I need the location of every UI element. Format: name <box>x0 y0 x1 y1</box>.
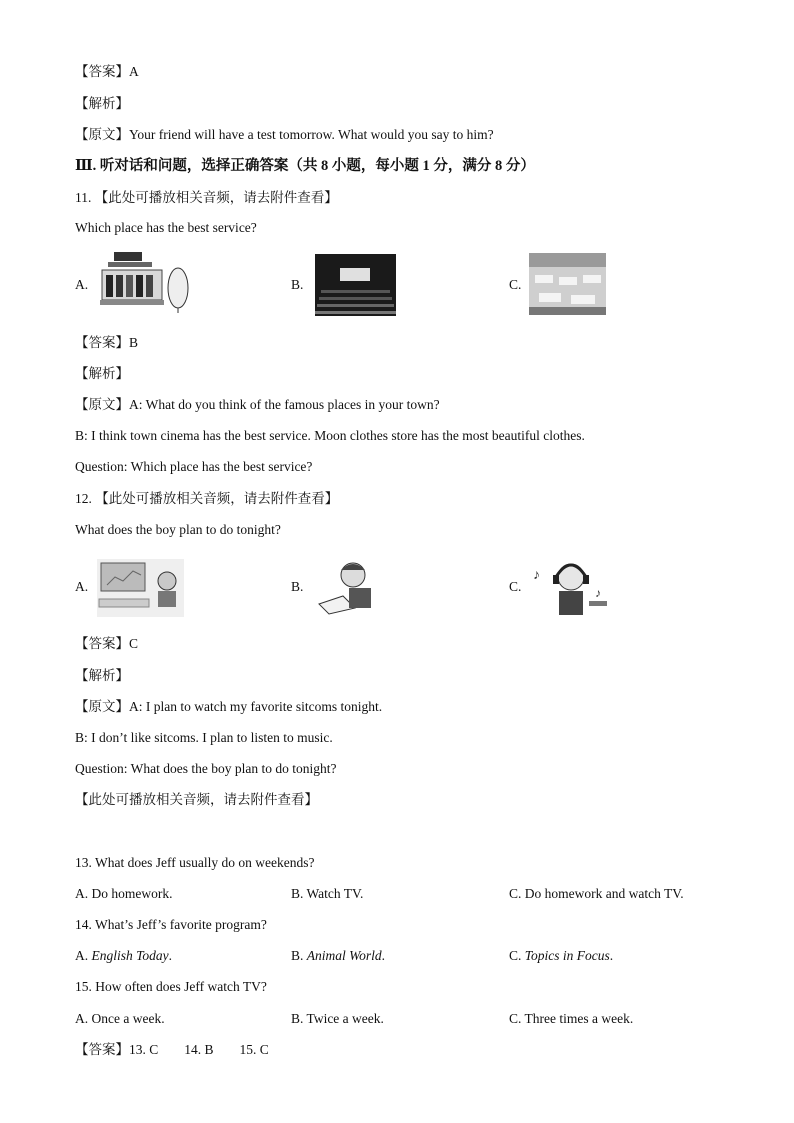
svg-text:♪: ♪ <box>533 568 540 583</box>
final-answer-label: 【答案】 <box>75 1042 129 1057</box>
prev-answer: 【答案】A <box>75 64 139 79</box>
q11-option-a-label: A. <box>75 277 89 292</box>
q12-analysis: 【解析】 <box>75 668 129 683</box>
q15-question: 15. How often does Jeff watch TV? <box>75 979 267 994</box>
q14-option-a <box>75 947 172 965</box>
q14-option-c <box>509 947 613 965</box>
q14-question: 14. What’s Jeff’s favorite program? <box>75 917 267 932</box>
q12-transcript-3: Question: What does the boy plan to do tonight? <box>75 761 337 776</box>
audio-note: 【此处可播放相关音频，请去附件查看】 <box>75 792 318 807</box>
q13-option-b: B. Watch TV. <box>291 886 364 901</box>
q12-option-a-label: A. <box>75 579 89 594</box>
q14-b-suffix: . <box>381 948 386 963</box>
q11-transcript-2: B: I think town cinema has the best service. Moon clothes store has the most beautiful clothes. <box>75 428 585 443</box>
q14-b-prefix: B. <box>291 948 304 963</box>
restaurant-image <box>529 253 606 315</box>
prev-transcript: 【原文】Your friend will have a test tomorrow. What would you say to him? <box>75 127 494 142</box>
q14-c-suffix: . <box>609 948 614 963</box>
q15-option-c: C. Three times a week. <box>509 1011 634 1026</box>
clothes-store-image <box>98 248 192 314</box>
q11-question: Which place has the best service? <box>75 220 257 235</box>
q12-option-b-label: B. <box>291 579 304 594</box>
boy-watching-tv-image <box>97 559 184 617</box>
q14-c-prefix: C. <box>509 948 522 963</box>
q11-transcript-1: 【原文】A: What do you think of the famous places in your town? <box>75 397 440 412</box>
girl-listening-music-image <box>531 557 611 619</box>
q12-answer: 【答案】C <box>75 636 139 651</box>
q12-option-c-label: C. <box>509 579 522 594</box>
answer-14: 14. B <box>184 1042 214 1057</box>
q14-c-title: Topics in Focus <box>524 948 610 963</box>
q14-a-suffix: . <box>168 948 173 963</box>
q12-header: 12. 【此处可播放相关音频，请去附件查看】 <box>75 491 339 506</box>
q13-option-a: A. Do homework. <box>75 886 173 901</box>
q15-option-a: A. Once a week. <box>75 1011 165 1026</box>
svg-text:♪: ♪ <box>595 586 601 600</box>
q13-option-c: C. Do homework and watch TV. <box>509 886 684 901</box>
q11-header: 11. 【此处可播放相关音频，请去附件查看】 <box>75 190 338 205</box>
q11-option-c-label: C. <box>509 277 522 292</box>
final-answer <box>75 1041 269 1059</box>
q11-transcript-3: Question: Which place has the best service? <box>75 459 313 474</box>
q11-option-b-label: B. <box>291 277 304 292</box>
section-title: Ⅲ. 听对话和问题，选择正确答案（共 8 小题，每小题 1 分，满分 8 分） <box>75 158 535 174</box>
q14-a-prefix: A. <box>75 948 89 963</box>
q15-option-b: B. Twice a week. <box>291 1011 384 1026</box>
q14-option-b <box>291 947 385 965</box>
q13-question: 13. What does Jeff usually do on weekends? <box>75 855 315 870</box>
boy-reading-image <box>315 558 378 617</box>
q14-b-title: Animal World <box>306 948 382 963</box>
prev-analysis: 【解析】 <box>75 96 129 111</box>
answer-15: 15. C <box>239 1042 269 1057</box>
q11-analysis: 【解析】 <box>75 366 129 381</box>
q14-a-title: English Today <box>91 948 169 963</box>
cinema-image <box>315 254 396 316</box>
answer-13: 13. C <box>129 1042 159 1057</box>
q12-transcript-2: B: I don’t like sitcoms. I plan to listen to music. <box>75 730 333 745</box>
q11-answer: 【答案】B <box>75 335 139 350</box>
q12-transcript-1: 【原文】A: I plan to watch my favorite sitcoms tonight. <box>75 699 383 714</box>
q12-question: What does the boy plan to do tonight? <box>75 522 281 537</box>
